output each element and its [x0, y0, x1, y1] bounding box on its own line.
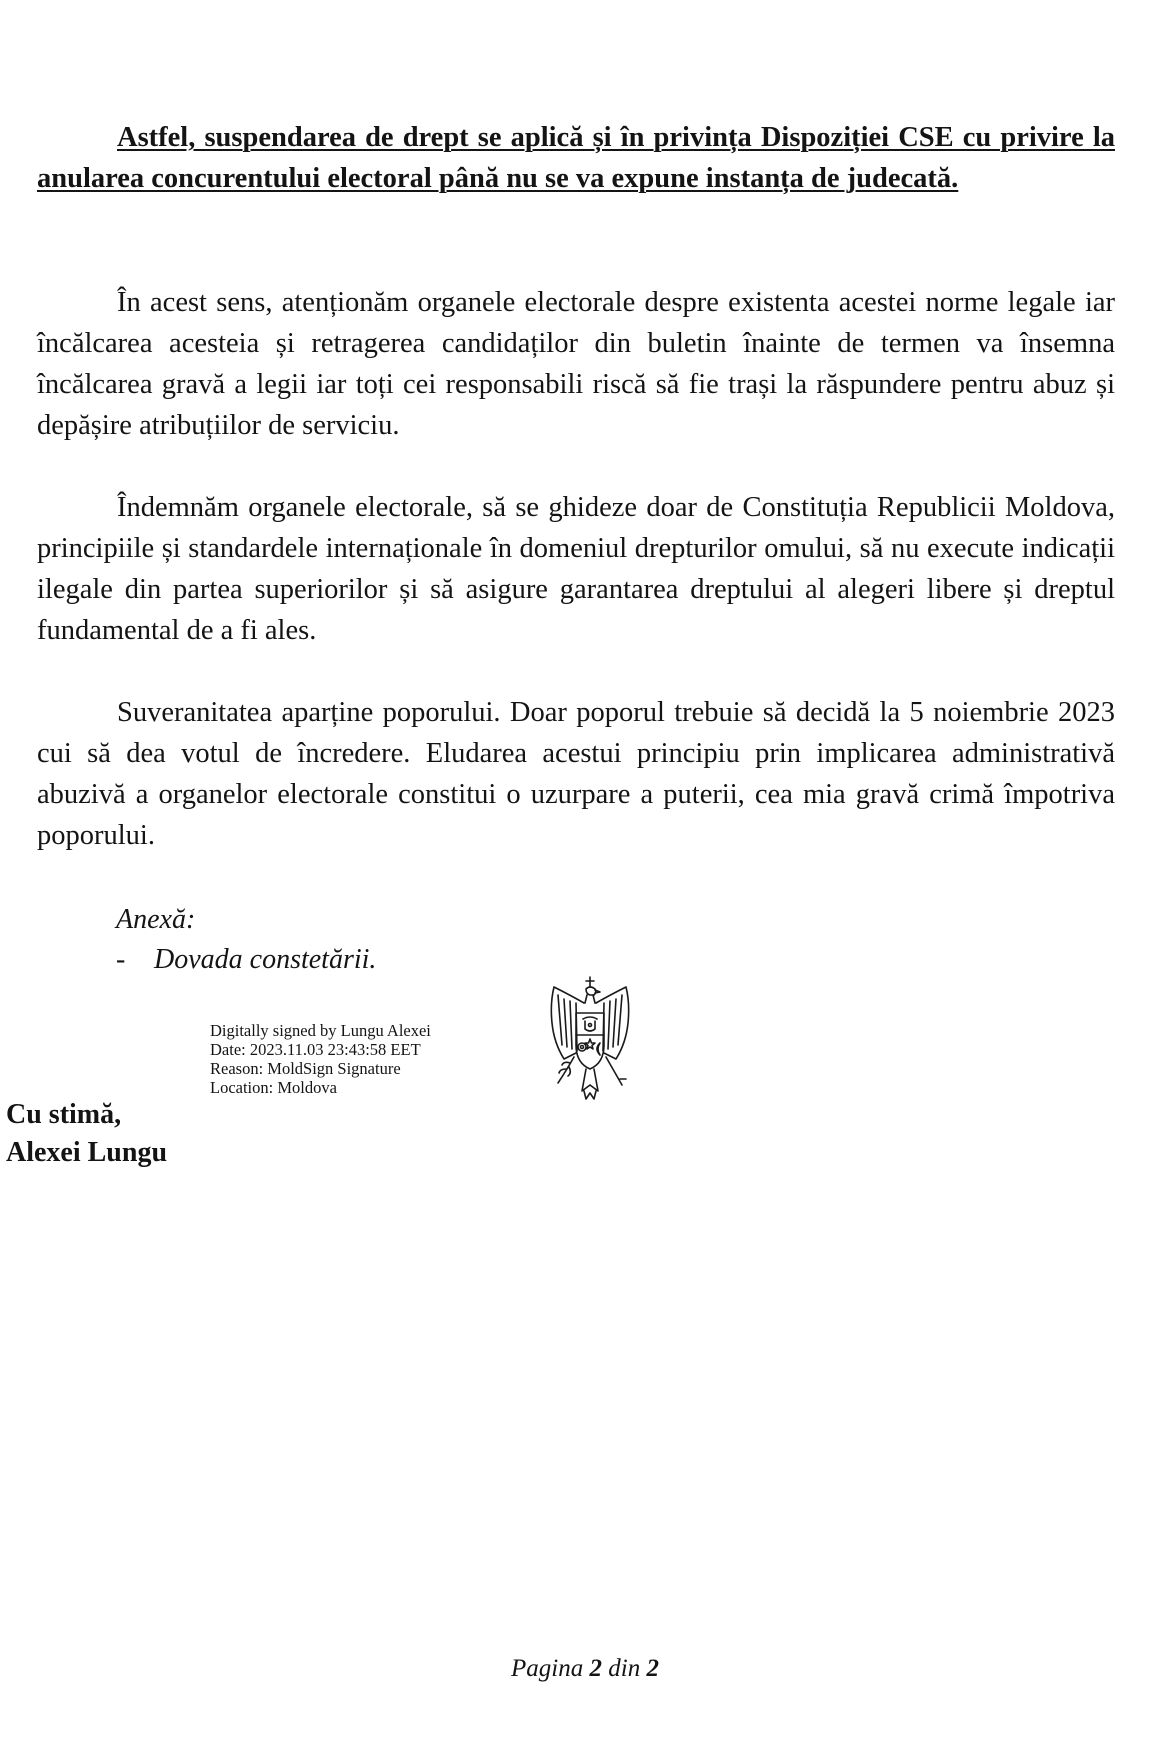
- total-page-number: 2: [646, 1655, 659, 1682]
- page-label: Pagina: [511, 1655, 584, 1682]
- signature-location: Location: Moldova: [210, 1078, 337, 1097]
- paragraph-appeal: Îndemnăm organele electorale, să se ghideze doar de Constituția Republicii Moldova, principiile și standardele internaționale în domeniul drepturilor omului, să nu execute indicații ilegale din partea superiorilor și să asigure garantarea dreptului al alegeri libere și dreptul fundamental de a fi ales.: [37, 492, 1115, 646]
- current-page-number: 2: [589, 1655, 602, 1682]
- signer-name: Alexei Lungu: [6, 1137, 168, 1168]
- annex-item-text: Dovada constetării.: [154, 944, 377, 975]
- annex-title: Anexă:: [116, 904, 196, 935]
- moldova-coat-of-arms-icon: [540, 973, 640, 1103]
- signature-date: Date: 2023.11.03 23:43:58 EET: [210, 1040, 421, 1059]
- paragraph-sovereignty: Suveranitatea aparține poporului. Doar poporul trebuie să decidă la 5 noiembrie 2023 cui să dea votul de încredere. Eludarea acestui principiu prin implicarea administrativă abuzivă a organelor electorale constitui o uzurpare a puterii, cea mia gravă crimă împotriva poporului.: [37, 697, 1115, 851]
- signature-signed-by: Digitally signed by Lungu Alexei: [210, 1021, 431, 1040]
- paragraph-suspension: Astfel, suspendarea de drept se aplică și în privința Dispoziției CSE cu privire la anularea concurentului electoral până nu se va expune instanța de judecată.: [37, 122, 1115, 194]
- page-number-footer: [0, 1655, 1170, 1683]
- page-of-label: din: [608, 1655, 641, 1682]
- list-dash: -: [116, 944, 126, 975]
- annex-list-item: [116, 942, 376, 978]
- closing-greeting: Cu stimă,: [6, 1099, 122, 1130]
- digital-signature-block: [210, 1021, 431, 1097]
- closing-block: [6, 1096, 167, 1172]
- signature-reason: Reason: MoldSign Signature: [210, 1059, 401, 1078]
- paragraph-warning: În acest sens, atenționăm organele electorale despre existenta acestei norme legale iar încălcarea acesteia și retragerea candidaților din buletin înainte de termen va însemna încălcarea gravă a legii iar toți cei responsabili riscă să fie trași la răspundere pentru abuz și depășire atribuțiilor de serviciu.: [37, 287, 1115, 441]
